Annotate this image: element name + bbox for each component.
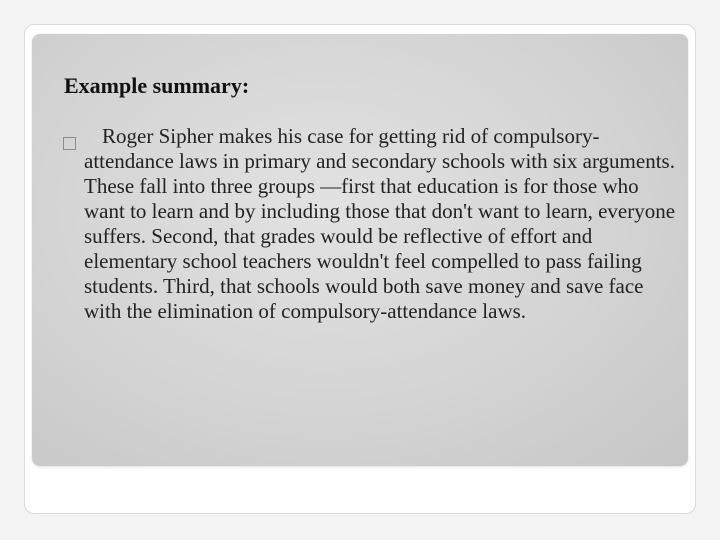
bullet-text: Roger Sipher makes his case for getting rid of compulsory-attendance laws in primary and secondary schools with six arguments. These fall into three groups —first that education is for those who want to learn and by including those that don't want to learn, everyone suffers. Second, that grades would be reflective of effort and elementary school teachers wouldn't feel compelled to pass failing students. Third, that schools would both save money and save face with the elimination of compulsory-attendance laws. [84, 124, 676, 323]
square-bullet-icon [63, 137, 76, 150]
slide-title: Example summary: [64, 73, 250, 98]
